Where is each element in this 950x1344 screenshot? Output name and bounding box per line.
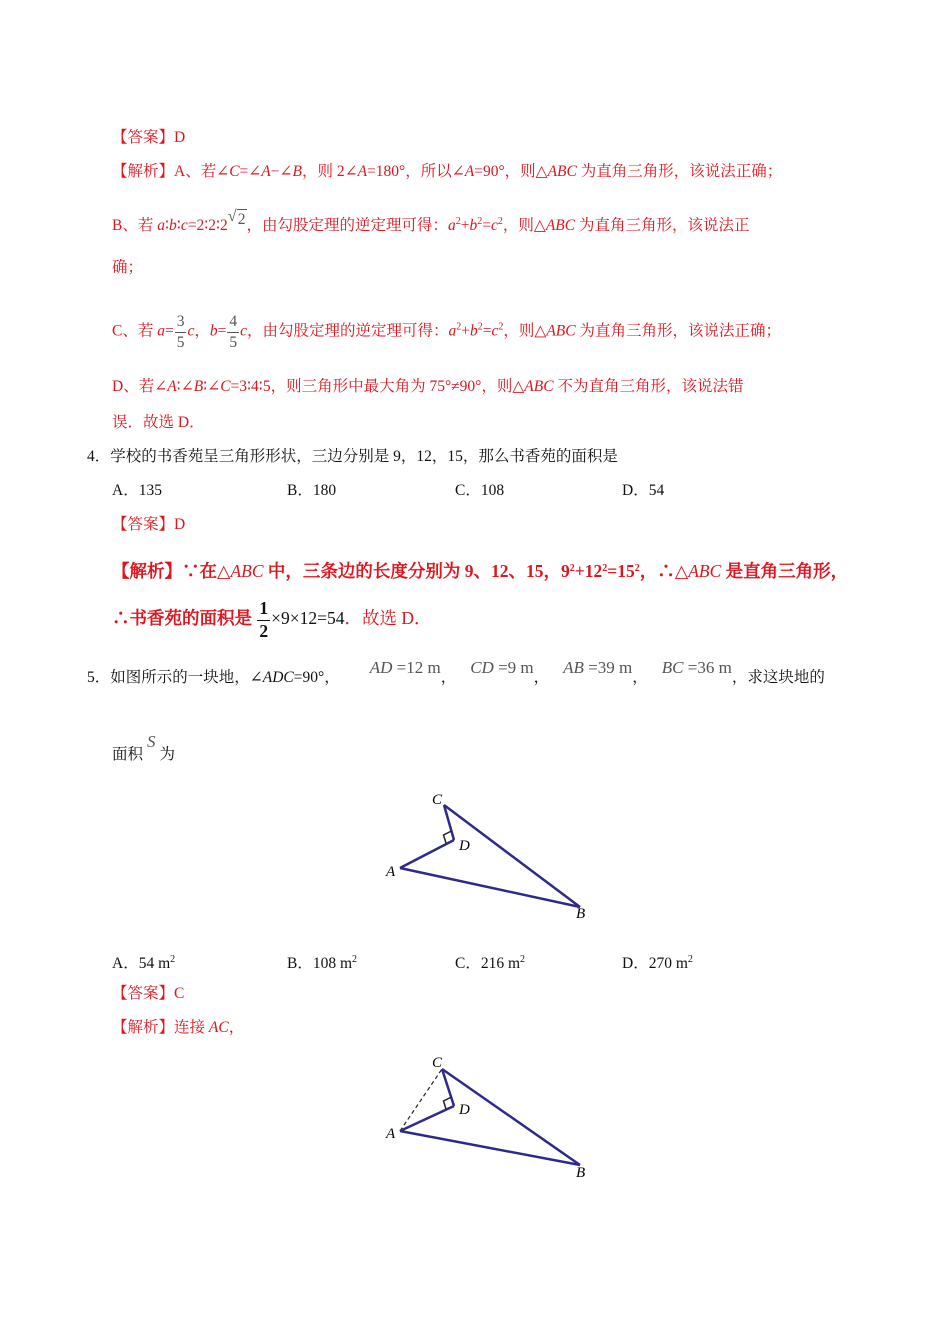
fraction-1-2: $\frac{1}{2}$ bbox=[259, 598, 269, 641]
label-c: C bbox=[432, 792, 443, 808]
q5-stem: 5．如图所示的一块地，∠ADC=90°，AD =12 m，CD =9 m，AB =39 m，BC =36 m，求这块地的 bbox=[87, 658, 825, 686]
q4-stem: 4．学校的书香苑呈三角形形状，三边分别是 9，12，15，那么书香苑的面积是 bbox=[87, 448, 618, 465]
label-a: A bbox=[386, 864, 396, 880]
q3-answer: 【答案】D bbox=[112, 129, 186, 146]
q3-analysis-c: C、若 a= $\frac{3}{5}$ c，b= $\frac{4}{5}$ c，由勾股定理的逆定理可得：$a^2+b^2=c^2$，则△ABC 为直角三角形，该说法正确； bbox=[112, 313, 782, 351]
segment-ab bbox=[400, 1131, 580, 1165]
q5-answer: 【答案】C bbox=[112, 985, 185, 1002]
q4-option-a: A．135 bbox=[112, 482, 162, 499]
q3-analysis-b-cont: 确； bbox=[112, 259, 144, 276]
fraction-3-5: $\frac{3}{5}$ bbox=[176, 313, 185, 351]
label-b: B bbox=[576, 906, 586, 920]
sqrt-symbol: √ 2 bbox=[227, 208, 246, 228]
q4-answer: 【答案】D bbox=[112, 516, 186, 533]
q4-analysis-line1: 【解析】∵在△ABC 中，三条边的长度分别为 9、12、15，$9^2+12^2=15^2$，∴△ABC 是直角三角形， bbox=[112, 561, 849, 581]
label-d: D bbox=[459, 838, 470, 854]
q5-option-d: D．270 $m^2$ bbox=[622, 954, 693, 972]
label-b: B bbox=[576, 1165, 586, 1181]
q5-figure bbox=[380, 790, 620, 920]
segment-ad bbox=[400, 840, 454, 868]
q4-option-b: B．180 bbox=[287, 482, 337, 499]
q5-figure-connected bbox=[380, 1052, 620, 1182]
label-a: A bbox=[386, 1126, 396, 1142]
q3-analysis-d-cont: 误．故选 D． bbox=[112, 414, 205, 431]
q5-stem-cont: 面积S为 bbox=[112, 732, 176, 763]
q5-option-a: A．54 $m^2$ bbox=[112, 954, 176, 972]
q4-option-d: D．54 bbox=[622, 482, 665, 499]
q3-analysis-a: 【解析】A、若∠C=∠A−∠B，则 2∠A=180°，所以∠A=90°，则△ABC 为直角三角形，该说法正确； bbox=[112, 163, 783, 180]
label-c: C bbox=[432, 1055, 443, 1071]
label-d: D bbox=[459, 1102, 470, 1118]
q5-analysis: 【解析】连接 AC， bbox=[112, 1019, 245, 1036]
fraction-4-5: $\frac{4}{5}$ bbox=[229, 313, 238, 351]
q4-option-c: C．108 bbox=[455, 482, 505, 499]
q5-option-b: B．108 $m^2$ bbox=[287, 954, 358, 972]
q3-analysis-d: D、若∠A∶∠B∶∠C=3∶4∶5，则三角形中最大角为 75°≠90°，则△ABC 不为直角三角形，该说法错 bbox=[112, 378, 744, 395]
q5-option-c: C．216 $m^2$ bbox=[455, 954, 526, 972]
q4-analysis-line2: ∴书香苑的面积是 $\frac{1}{2}$ ×9×12=54．故选 D． bbox=[112, 598, 432, 641]
q3-analysis-b: B、若 a∶b∶c=2∶2∶2 √ 2，由勾股定理的逆定理可得：$a^2+b^2=c^2$，则△ABC 为直角三角形，该说法正 bbox=[112, 208, 750, 234]
